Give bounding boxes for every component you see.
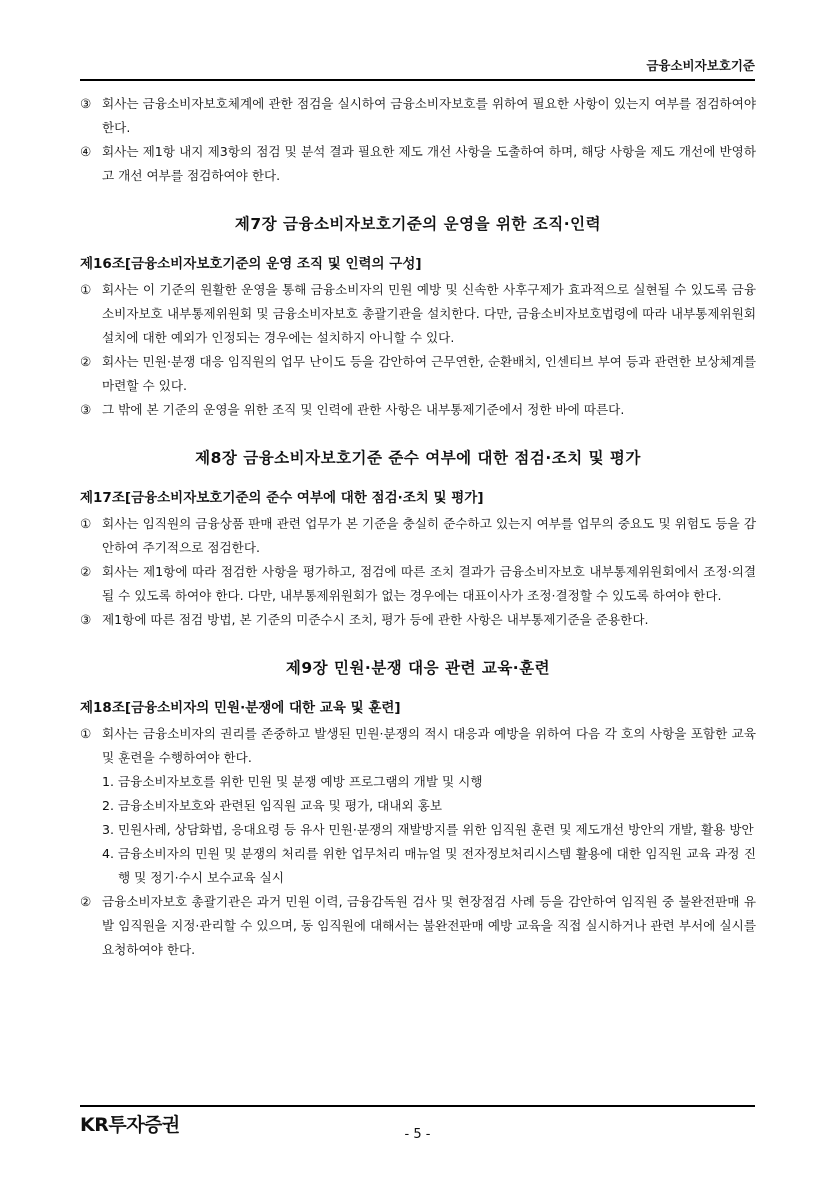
article-17-paragraph [80,560,756,608]
list-item [80,794,756,818]
page-number: - 5 - [404,1127,431,1142]
list-item-number: 4. [102,846,115,861]
paragraph-number: ③ [80,612,92,627]
header-title: 금융소비자보호기준 [646,58,755,73]
list-item [80,842,756,890]
list-item-number: 3. [102,822,115,837]
paragraph-text: 금융소비자보호 총괄기관은 과거 민원 이력, 금융감독원 검사 및 현장점검 사례 등을 감안하여 임직원 중 불완전판매 유발 임직원을 지정·관리할 수 있으며, 동 임직원에 대해서는 불완전판매 예방 교육을 직접 실시하거나 관련 부서에 실시를 요청하여야 한다. [102,894,756,957]
paragraph-number: ① [80,282,92,297]
footer-divider [80,1105,755,1107]
article-18-paragraph [80,890,756,962]
intro-paragraph [80,92,756,140]
paragraph-text: 제1항에 따른 점검 방법, 본 기준의 미준수시 조치, 평가 등에 관한 사항은 내부통제기준을 준용한다. [102,612,649,627]
paragraph-text: 회사는 제1항에 따라 점검한 사항을 평가하고, 점검에 따른 조치 결과가 금융소비자보호 내부통제위원회에서 조정·의결될 수 있도록 하여야 한다. 다만, 내부통제위원회가 없는 경우에는 대표이사가 조정·결정할 수 있도록 하여야 한다. [102,564,756,603]
paragraph-text: 회사는 이 기준의 원활한 운영을 통해 금융소비자의 민원 예방 및 신속한 사후구제가 효과적으로 실현될 수 있도록 금융소비자보호 내부통제위원회 및 금융소비자보호 총괄기관을 설치한다. 다만, 금융소비자보호법령에 따라 내부통제위원회 설치에 대한 예외가 인정되는 경우에는 설치하지 아니할 수 있다. [102,282,756,345]
chapter-8-title: 제8장 금융소비자보호기준 준수 여부에 대한 점검·조치 및 평가 [195,449,641,467]
paragraph-text: 회사는 금융소비자의 권리를 존중하고 발생된 민원·분쟁의 적시 대응과 예방을 위하여 다음 각 호의 사항을 포함한 교육 및 훈련을 수행하여야 한다. [102,726,756,765]
document-body [80,92,756,962]
paragraph-number: ① [80,516,92,531]
list-item-text: 금융소비자보호를 위한 민원 및 분쟁 예방 프로그램의 개발 및 시행 [118,774,483,789]
list-item [80,770,756,794]
list-item-number: 2. [102,798,115,813]
paragraph-text: 회사는 금융소비자보호체계에 관한 점검을 실시하여 금융소비자보호를 위하여 필요한 사항이 있는지 여부를 점검하여야 한다. [102,96,756,135]
list-item-number: 1. [102,774,115,789]
article-16-paragraph [80,278,756,350]
paragraph-number: ③ [80,402,92,417]
header-divider [80,79,755,81]
paragraph-number: ② [80,354,92,369]
chapter-7-title: 제7장 금융소비자보호기준의 운영을 위한 조직·인력 [234,215,602,233]
paragraph-text: 회사는 임직원의 금융상품 판매 관련 업무가 본 기준을 충실히 준수하고 있는지 여부를 업무의 중요도 및 위험도 등을 감안하여 주기적으로 점검한다. [102,516,756,555]
paragraph-text: 회사는 제1항 내지 제3항의 점검 및 분석 결과 필요한 제도 개선 사항을 도출하여 하며, 해당 사항을 제도 개선에 반영하고 개선 여부를 점검하여야 한다. [102,144,756,183]
list-item-text: 금융소비자보호와 관련된 임직원 교육 및 평가, 대내외 홍보 [118,798,442,813]
article-16-title: 제16조[금융소비자보호기준의 운영 조직 및 인력의 구성] [80,256,422,272]
paragraph-text: 회사는 민원·분쟁 대응 임직원의 업무 난이도 등을 감안하여 근무연한, 순환배치, 인센티브 부여 등과 관련한 보상체계를 마련할 수 있다. [102,354,756,393]
intro-paragraph [80,140,756,188]
list-item-text: 민원사례, 상담화법, 응대요령 등 유사 민원·분쟁의 재발방지를 위한 임직원 훈련 및 제도개선 방안의 개발, 활용 방안 [118,822,754,837]
article-17-title: 제17조[금융소비자보호기준의 준수 여부에 대한 점검·조치 및 평가] [80,490,484,506]
company-logo: KR투자증권 [80,1114,180,1136]
list-item-text: 금융소비자의 민원 및 분쟁의 처리를 위한 업무처리 매뉴얼 및 전자정보처리시스템 활용에 대한 임직원 교육 과정 진행 및 정기·수시 보수교육 실시 [118,846,756,885]
paragraph-number: ④ [80,144,92,159]
article-17-paragraph [80,512,756,560]
chapter-9-title: 제9장 민원·분쟁 대응 관련 교육·훈련 [285,659,551,677]
paragraph-number: ③ [80,96,92,111]
paragraph-number: ② [80,564,92,579]
article-17-paragraph [80,608,756,632]
article-16-paragraph [80,350,756,398]
paragraph-number: ① [80,726,92,741]
paragraph-text: 그 밖에 본 기준의 운영을 위한 조직 및 인력에 관한 사항은 내부통제기준에서 정한 바에 따른다. [102,402,625,417]
article-18-paragraph [80,722,756,770]
article-18-title: 제18조[금융소비자의 민원·분쟁에 대한 교육 및 훈련] [80,700,401,716]
paragraph-number: ② [80,894,92,909]
article-16-paragraph [80,398,756,422]
list-item [80,818,756,842]
